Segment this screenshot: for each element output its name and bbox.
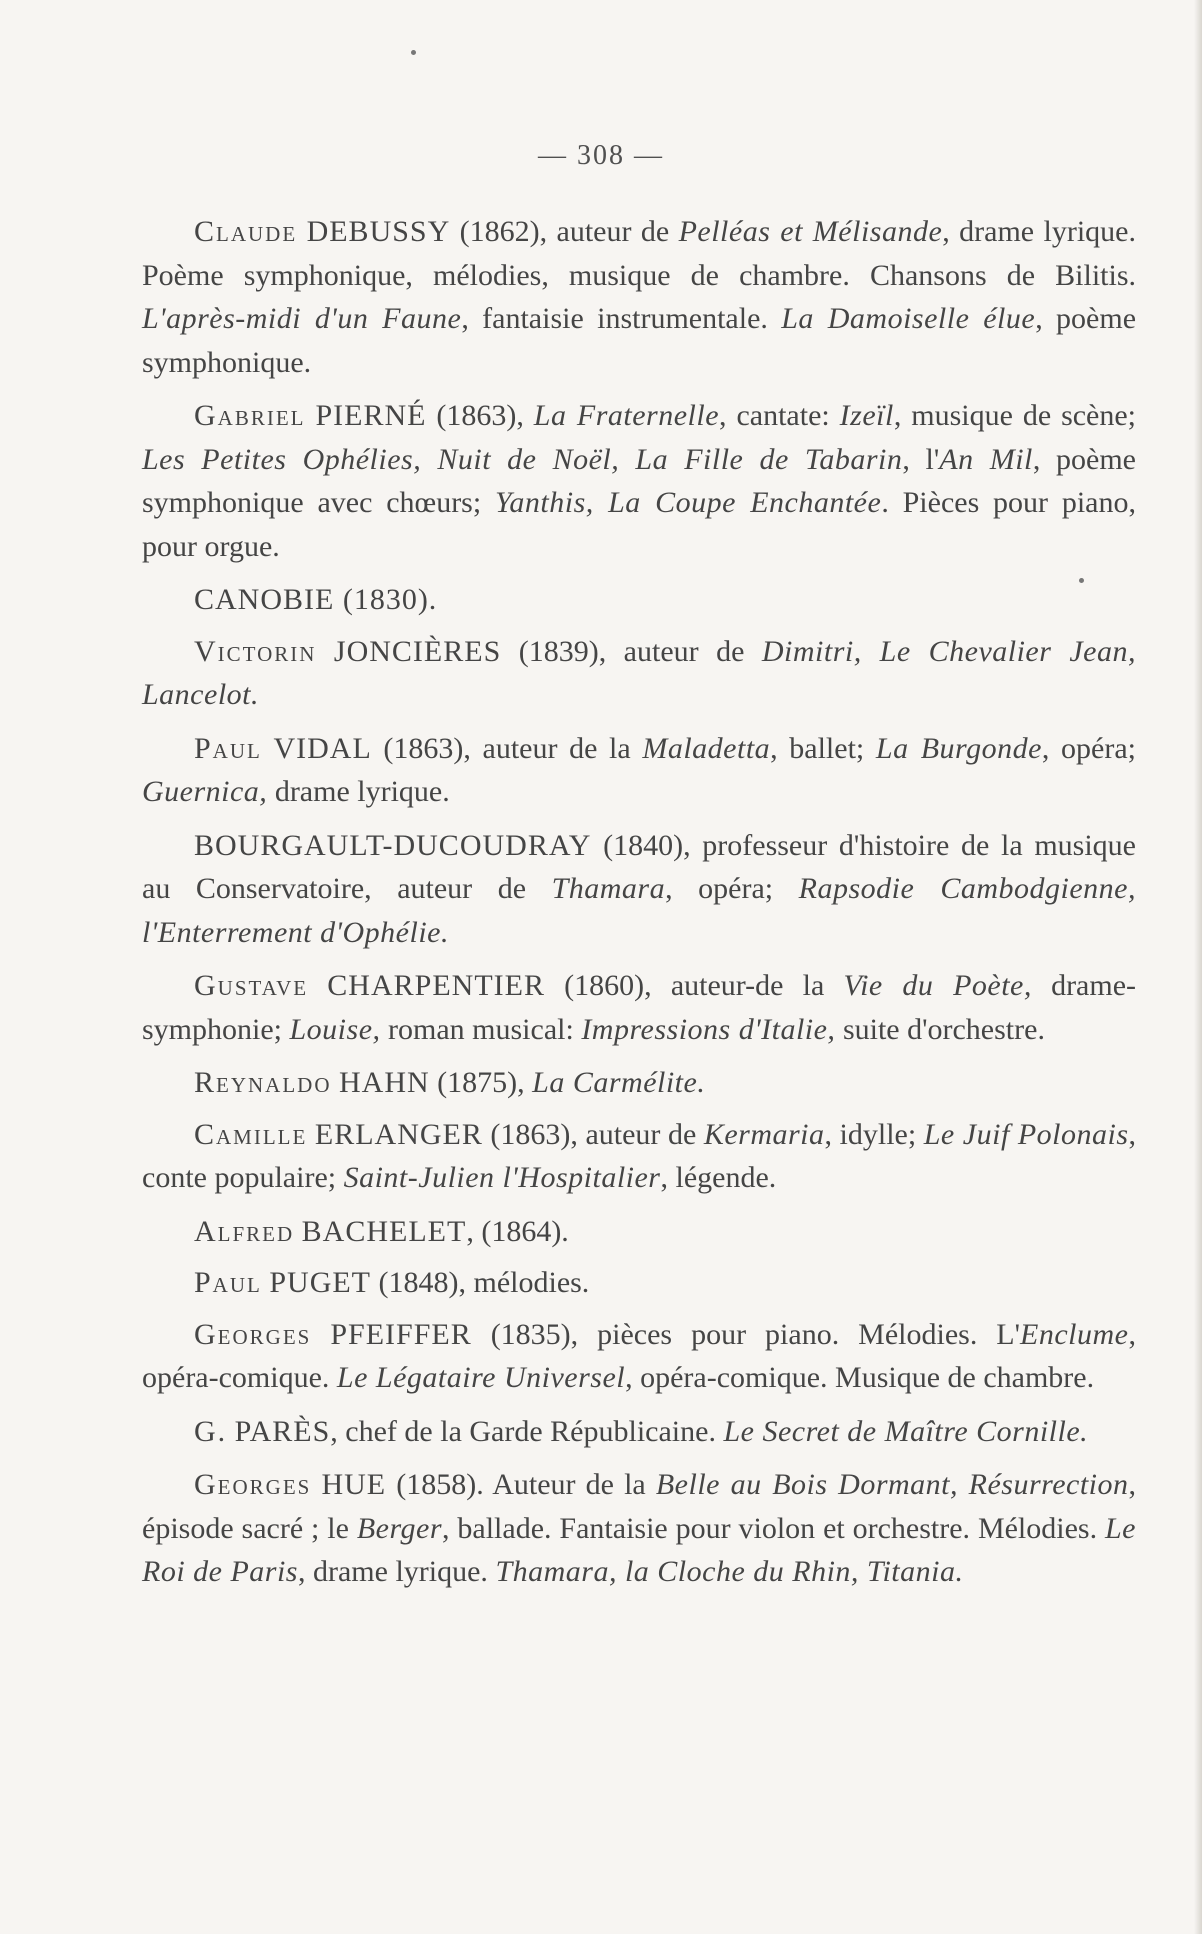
work-title: Le Roi de Paris <box>142 1511 1136 1588</box>
composer-first-name: Gabriel <box>194 399 306 432</box>
entry-text: (1848), mélodies. <box>371 1266 590 1299</box>
page-edge-shadow <box>1194 0 1202 1934</box>
entry-pares <box>142 1410 1136 1454</box>
entry-canobie <box>142 578 1136 622</box>
composer-surname: DEBUSSY <box>306 215 451 248</box>
entry-hahn <box>142 1061 1136 1105</box>
work-title: Les Petites Ophélies, Nuit de Noël, La Fille de Tabarin <box>142 442 903 476</box>
work-title: Saint-Julien l'Hospitalier <box>343 1161 661 1194</box>
composer-first-name: Reynaldo <box>194 1066 332 1099</box>
work-title: Thamara, la Cloche du Rhin, Titania. <box>495 1555 964 1588</box>
work-title: Impressions d'Italie, <box>581 1012 836 1046</box>
work-title: L'après-midi d'un Faune <box>142 302 462 335</box>
work-title: Berger <box>356 1511 443 1545</box>
entry-text: drame-symphonie; <box>142 969 1137 1046</box>
entry-text: (1863), <box>426 399 534 432</box>
work-title: La Fraternelle <box>533 399 720 432</box>
work-title: Enclume <box>1020 1317 1129 1351</box>
entry-text: (1835), pièces pour piano. Mélodies. L' <box>471 1317 1021 1351</box>
entry-text: , (1864). <box>466 1214 569 1248</box>
composer-first-name: Claude <box>194 215 298 248</box>
work-title: Yanthis, La Coupe Enchantée <box>495 486 882 519</box>
entry-text: suite d'orchestre. <box>835 1012 1045 1046</box>
composer-surname: PFEIFFER <box>330 1317 472 1351</box>
work-title: An Mil <box>939 442 1033 476</box>
entry-text: , ballade. Fantaisie pour violon et orchestre. Mélodies. <box>442 1511 1105 1545</box>
work-title: Kermaria <box>703 1117 825 1151</box>
entry-erlanger <box>142 1113 1136 1200</box>
entry-text: , drame lyrique. <box>298 1555 496 1588</box>
work-title: Belle au Bois Dormant, Résurrection <box>655 1468 1129 1501</box>
entry-text: , opéra; <box>1041 731 1136 765</box>
entry-text: , légende. <box>660 1161 777 1194</box>
work-title: Le Secret de Maître Cornille. <box>723 1414 1089 1448</box>
work-title: La Carmélite. <box>532 1066 706 1099</box>
entry-text: , fantaisie instrumentale. <box>461 302 782 335</box>
composer-surname: PIERNÉ <box>315 399 427 432</box>
entry-text: (1863), auteur de la <box>371 731 643 765</box>
entry-text: , opéra; <box>665 872 799 905</box>
composer-surname: VIDAL <box>273 731 372 765</box>
composer-first-name: Georges <box>194 1317 312 1351</box>
entry-text: (1858). Auteur de la <box>386 1468 656 1501</box>
entry-pfeiffer <box>142 1313 1136 1400</box>
entry-vidal <box>142 727 1136 814</box>
composer-first-name: Georges <box>194 1468 312 1501</box>
composer-surname: PARÈS <box>234 1414 331 1448</box>
entry-text: . Pièces pour piano, pour orgue. <box>142 486 1137 563</box>
work-title: Izeïl <box>839 399 894 432</box>
composer-surname: JONCIÈRES <box>333 634 502 668</box>
work-title: Guernica, <box>142 775 268 808</box>
work-title: La Damoiselle élue <box>781 302 1036 335</box>
work-title: Pelléas et Mélisande <box>678 215 943 248</box>
entry-text: , cantate: <box>719 399 840 432</box>
work-title: La Burgonde <box>875 731 1042 765</box>
composer-first-name: Alfred <box>194 1214 295 1248</box>
page-number: — 308 — <box>538 140 664 171</box>
page-body <box>142 210 1136 1604</box>
entry-bachelet <box>142 1210 1136 1254</box>
entry-bourgault-ducoudray <box>142 824 1136 955</box>
entry-text: (1839), auteur de <box>501 634 762 668</box>
entry-text: , épisode sacré ; le <box>142 1468 1136 1545</box>
work-title: Louise, <box>289 1012 381 1046</box>
entry-charpentier <box>142 964 1136 1051</box>
entry-text: CANOBIE (1830). <box>194 583 438 616</box>
entry-text: (1862), auteur de <box>450 215 679 248</box>
entry-text: , poème symphonique. <box>142 302 1137 379</box>
composer-first-name: Camille <box>194 1117 308 1151</box>
entry-text: (1863), auteur de <box>482 1117 704 1151</box>
work-title: Dimitri, Le Chevalier Jean, Lancelot. <box>142 634 1137 711</box>
entry-text: (1875), <box>429 1066 533 1099</box>
composer-first-name: Paul <box>194 1266 262 1299</box>
entry-text: , opéra-comique. Musique de chambre. <box>625 1361 1095 1394</box>
composer-first-name: Victorin <box>194 634 317 668</box>
entry-text: , chef de la Garde Républicaine. <box>330 1414 724 1448</box>
entry-hue <box>142 1463 1136 1594</box>
entry-text: roman musical: <box>380 1012 582 1046</box>
work-title: Le Juif Polonais <box>923 1117 1129 1151</box>
entry-text: , poème symphonique avec chœurs; <box>142 442 1136 519</box>
composer-surname: CHARPENTIER <box>327 969 545 1002</box>
composer-first-name: Paul <box>194 731 262 765</box>
work-title: Thamara <box>551 872 666 905</box>
entry-text: , conte populaire; <box>142 1117 1136 1194</box>
composer-surname: HUE <box>321 1468 387 1501</box>
composer-surname: HAHN <box>339 1066 430 1099</box>
scan-speck <box>411 50 416 55</box>
composer-surname: BOURGAULT-DUCOUDRAY <box>194 828 592 862</box>
entry-pierne <box>142 394 1136 568</box>
work-title: Vie du Poète, <box>843 969 1032 1002</box>
entry-text: , l' <box>902 442 940 476</box>
composer-first-name: G. <box>194 1414 228 1448</box>
composer-first-name: Gustave <box>194 969 309 1002</box>
entry-text: , ballet; <box>770 731 876 765</box>
entry-joncieres <box>142 630 1136 717</box>
work-title: Maladetta <box>642 731 771 765</box>
entry-puget <box>142 1261 1136 1305</box>
composer-surname: ERLANGER <box>314 1117 483 1151</box>
entry-text: , drame lyrique. Poème symphonique, mélodies, musique de chambre. Chansons de Bilitis. <box>142 215 1136 292</box>
entry-text: (1840), professeur d'histoire de la musique au Conservatoire, auteur de <box>142 828 1136 905</box>
entry-text: , opéra-comique. <box>142 1317 1136 1394</box>
composer-surname: PUGET <box>269 1266 372 1299</box>
composer-surname: BACHELET <box>301 1214 467 1248</box>
entry-debussy <box>142 210 1136 384</box>
work-title: Le Légataire Universel <box>336 1361 626 1394</box>
entry-text: (1860), auteur-de la <box>544 969 844 1002</box>
entry-text: , musique de scène; <box>893 399 1137 432</box>
work-title: Rapsodie Cambodgienne, l'Enterrement d'Ophélie. <box>142 872 1136 949</box>
entry-text: drame lyrique. <box>267 775 450 808</box>
entry-text: , idylle; <box>824 1117 924 1151</box>
